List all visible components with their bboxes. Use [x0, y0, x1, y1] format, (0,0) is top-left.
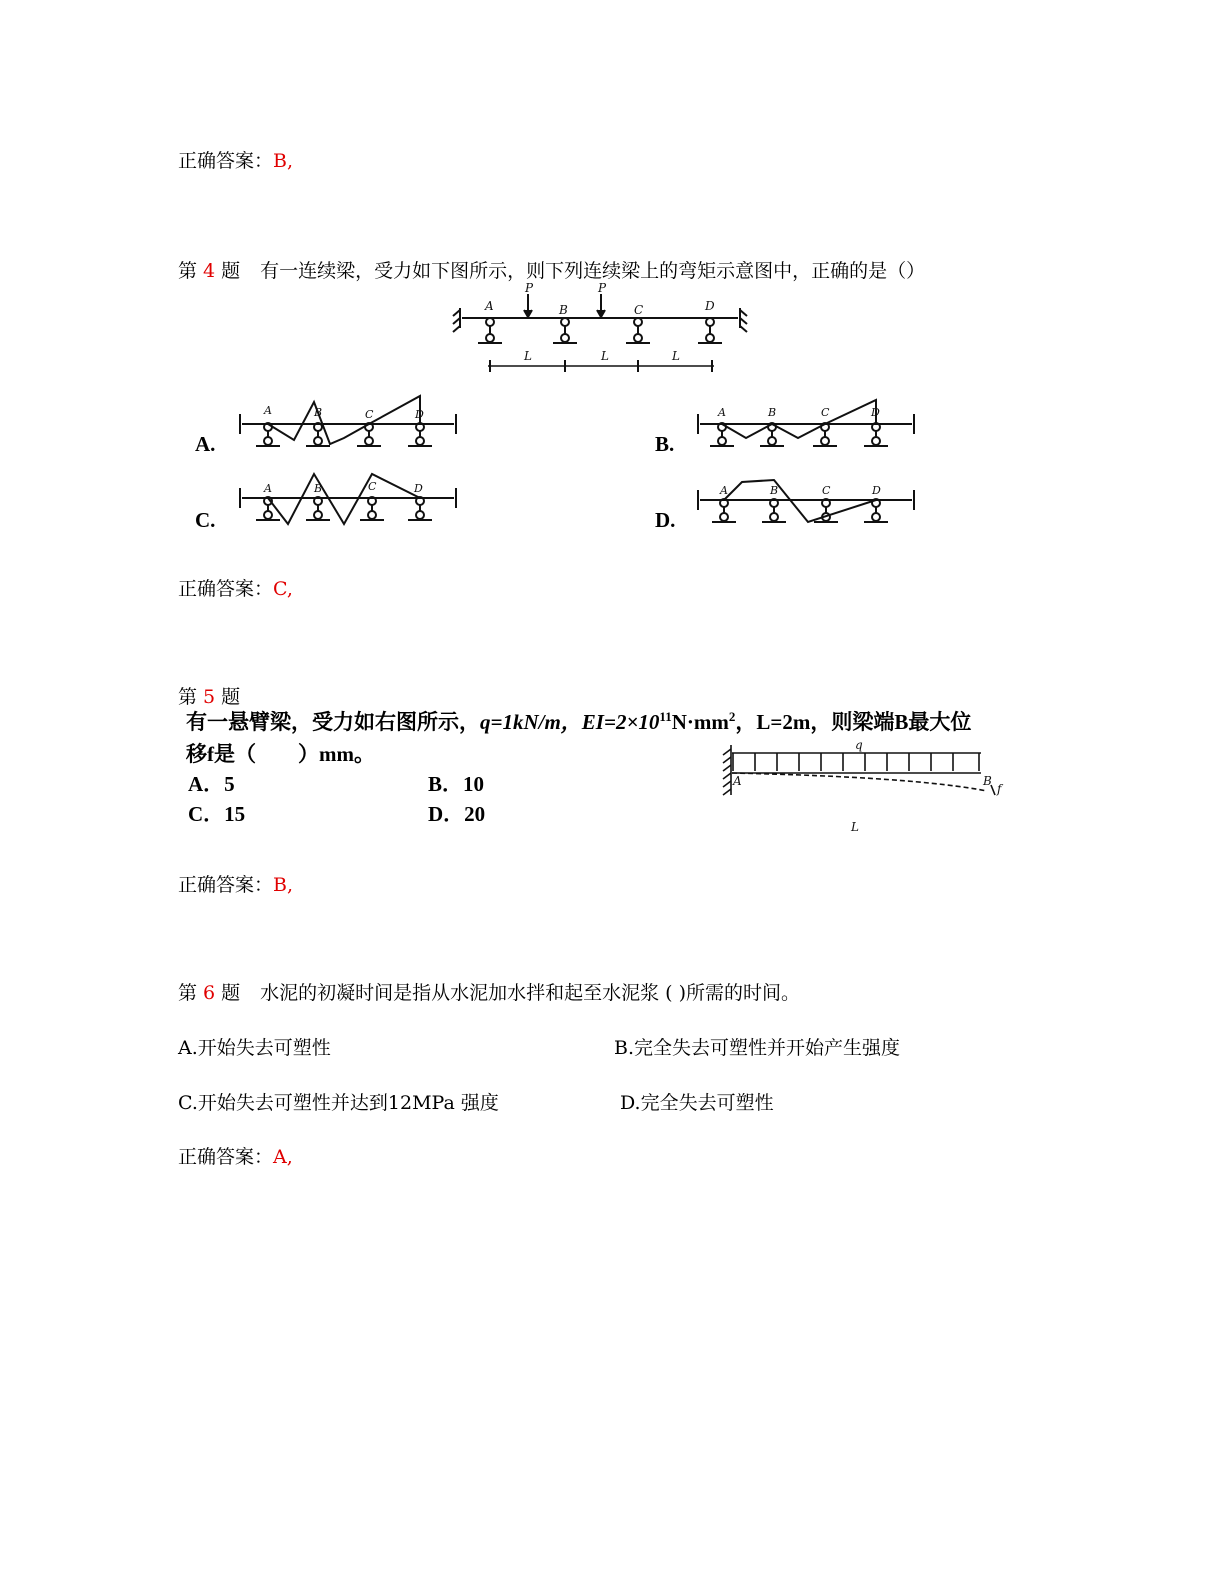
answer-label: 正确答案：	[178, 874, 274, 896]
q6-suffix: 题	[221, 982, 241, 1004]
q4-span-1: L	[524, 349, 532, 363]
q3-answer: B,	[273, 150, 294, 172]
q5-text-1c: N·mm	[671, 710, 729, 734]
q4-load-2: P	[598, 281, 607, 295]
q4-prefix: 第	[178, 260, 198, 282]
qa-label-b: B	[314, 406, 323, 419]
q5-label-b: B	[983, 774, 992, 788]
answer-label: 正确答案：	[178, 150, 274, 172]
q5-load-label: q	[855, 738, 863, 752]
q4-option-c-diagram	[232, 470, 462, 532]
qd-label-a: A	[720, 484, 728, 497]
answer-label: 正确答案：	[178, 1146, 274, 1168]
q5-text-line1	[186, 706, 971, 736]
q6-option-a: A.开始失去可塑性	[178, 1037, 331, 1059]
q5-cantilever-figure	[715, 735, 1015, 835]
q6-option-d: D.完全失去可塑性	[620, 1092, 774, 1114]
q4-number: 4	[203, 260, 216, 282]
qd-label-d: D	[872, 484, 881, 497]
q4-text: 有一连续梁，受力如下图所示，则下列连续梁上的弯矩示意图中，正确的是（）	[260, 260, 926, 282]
q5-answer: B,	[273, 874, 294, 896]
qb-label-b: B	[768, 406, 777, 419]
q6-option-c: C.开始失去可塑性并达到12MPa 强度	[178, 1092, 499, 1114]
q5-label-l: L	[851, 820, 859, 834]
q6-answer-line	[178, 1142, 293, 1169]
answer-label: 正确答案：	[178, 578, 274, 600]
q4-option-c-label: C.	[195, 508, 216, 532]
qb-label-a: A	[718, 406, 726, 419]
q5-answer-line	[178, 870, 293, 897]
q4-suffix: 题	[221, 260, 241, 282]
q5-label-a: A	[733, 774, 742, 788]
q5-option-d: D．20	[428, 802, 486, 826]
q5-heading	[178, 682, 240, 709]
q4-option-d-label: D.	[655, 508, 676, 532]
q5-sup2: 2	[728, 709, 736, 724]
q4-option-d-diagram	[690, 476, 920, 534]
q6-prefix: 第	[178, 982, 198, 1004]
q5-sup: 11	[659, 709, 672, 724]
q6-text: 水泥的初凝时间是指从水泥加水拌和起至水泥浆 ( )所需的时间。	[260, 982, 801, 1004]
q6-option-b: B.完全失去可塑性并开始产生强度	[614, 1037, 901, 1059]
q4-answer-line	[178, 574, 293, 601]
q5-suffix: 题	[221, 686, 241, 708]
q6-answer: A,	[273, 1146, 293, 1168]
qc-label-a: A	[264, 482, 272, 495]
q4-option-a-diagram	[232, 394, 462, 456]
q5-option-c: C．15	[188, 802, 246, 826]
q5-prefix: 第	[178, 686, 198, 708]
q5-text-1a: 有一悬臂梁，受力如右图所示，	[186, 710, 480, 734]
q4-load-1: P	[525, 281, 534, 295]
q4-span-2: L	[601, 349, 609, 363]
q5-text-line2: 移f是（ ）mm。	[186, 742, 375, 766]
q6-question	[178, 978, 800, 1005]
q4-label-a: A	[485, 299, 494, 313]
q4-label-b: B	[559, 303, 568, 317]
q4-option-b-diagram	[690, 398, 920, 458]
qc-label-d: D	[414, 482, 423, 495]
qa-label-c: C	[365, 408, 374, 421]
q4-option-b-label: B.	[655, 432, 675, 456]
q3-answer-line	[178, 146, 293, 173]
qa-label-d: D	[415, 408, 424, 421]
qb-label-c: C	[821, 406, 830, 419]
qb-label-d: D	[871, 406, 880, 419]
q5-label-f: f	[997, 782, 1002, 796]
qc-label-c: C	[368, 480, 377, 493]
q4-label-c: C	[634, 303, 644, 317]
q4-option-a-label: A.	[195, 432, 216, 456]
q4-beam-figure	[448, 280, 768, 375]
q4-span-3: L	[672, 349, 680, 363]
q5-text-1b: q=1kN/m，EI=2×10	[480, 710, 660, 734]
q4-label-d: D	[705, 299, 715, 313]
q5-option-a: A．5	[188, 772, 235, 796]
q6-number: 6	[203, 982, 216, 1004]
qd-label-c: C	[822, 484, 831, 497]
qc-label-b: B	[314, 482, 323, 495]
q4-answer: C,	[273, 578, 293, 600]
qa-label-a: A	[264, 404, 272, 417]
q5-option-b: B．10	[428, 772, 485, 796]
q5-text-1d: ，L=2m，则梁端B最大位	[735, 710, 972, 734]
q4-question	[178, 256, 925, 283]
qd-label-b: B	[770, 484, 779, 497]
q5-number: 5	[203, 686, 216, 708]
